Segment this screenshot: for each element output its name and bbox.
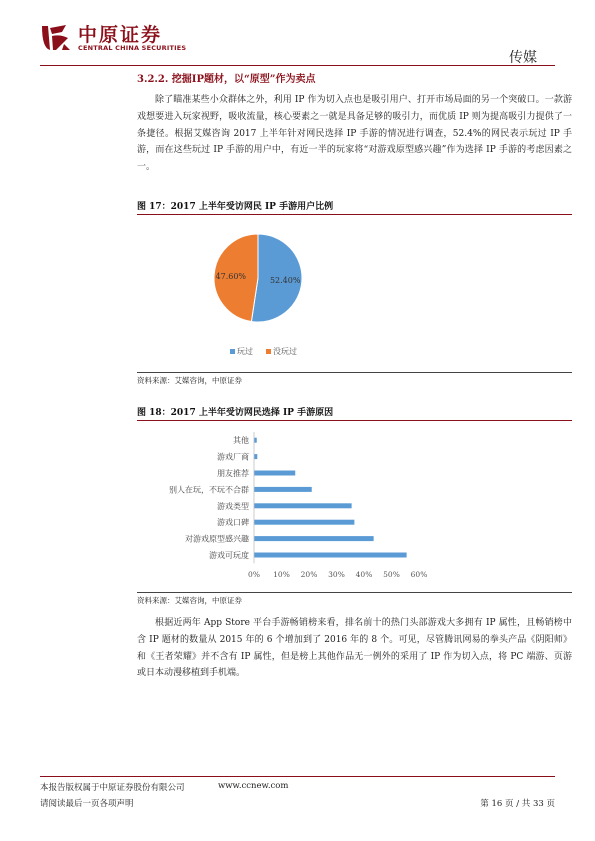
footer-copyright: 本报告版权属于中原证券股份有限公司 <box>40 783 185 793</box>
bar-category-label-4: 别人在玩，不玩不合群 <box>169 485 249 495</box>
paragraph-2: 根据近两年 App Store 平台手游畅销榜来看，排名前十的热门头部游戏大多拥有 IP 属性，且畅销榜中含 IP 题材的数量从 2015 年的 6 个增加到了 2016 年的 8 个。可见，尽管腾讯网易的拳头产品《阴阳师》和《王者荣耀》并不含有 IP 属性，但是榜上其他作品无一例外的采用了 IP 作为切入点，将 PC 端游、页游或日本动漫移植到手机端。 <box>137 618 572 679</box>
bar-category-label-5: 朋友推荐 <box>217 469 249 478</box>
figure-17-bottom-rule <box>137 372 572 373</box>
pie-legend-swatch-0 <box>230 349 235 354</box>
bar-x-tick-2: 20% <box>300 570 318 580</box>
bar-7 <box>254 438 257 443</box>
report-category: 传媒 <box>509 50 537 66</box>
bar-x-tick-6: 60% <box>410 570 428 580</box>
bar-x-tick-5: 50% <box>383 570 400 580</box>
bar-x-tick-4: 40% <box>355 570 373 580</box>
bar-x-tick-3: 30% <box>328 570 345 580</box>
figure-17-source: 资料来源：艾媒咨询，中原证券 <box>137 376 242 385</box>
bar-category-label-2: 游戏口碑 <box>217 518 249 528</box>
bar-category-label-7: 其他 <box>233 436 249 446</box>
pie-chart <box>200 228 400 368</box>
bar-chart <box>137 428 572 590</box>
footer-divider <box>40 776 555 777</box>
figure-18-bottom-rule <box>137 592 572 593</box>
bar-category-label-6: 游戏厂商 <box>217 452 249 462</box>
figure-17-top-rule <box>137 214 572 215</box>
company-name-cn: 中原证券 <box>78 24 163 46</box>
figure-18-top-rule <box>137 420 572 421</box>
header-divider <box>40 65 555 66</box>
bar-category-label-1: 对游戏原型感兴趣 <box>185 534 249 544</box>
section-title: 3.2.2. 挖掘IP题材，以“原型”作为卖点 <box>137 74 316 85</box>
bar-2 <box>254 520 354 525</box>
pie-legend-label-1: 没玩过 <box>273 347 297 356</box>
bar-5 <box>254 471 295 476</box>
bar-6 <box>254 454 257 459</box>
paragraph-1: 除了瞄准某些小众群体之外，利用 IP 作为切入点也是吸引用户、打开市场局面的另一个突破口。一款游戏想要进入玩家视野，吸收流量，核心要素之一就是具备足够的吸引力，而优质 IP 则为提高吸引力提供了一条捷径。根据艾媒咨询 2017 上半年针对网民选择 IP 手游的情况进行调查，52.4%的网民表示玩过 IP 手游，而在这些玩过 IP 手游的用户中，有近一半的玩家将“对游戏原型感兴趣”作为选择 IP 手游的考虑因素之一。 <box>137 95 572 173</box>
bar-0 <box>254 553 407 558</box>
company-name-en: CENTRAL CHINA SECURITIES <box>78 44 187 52</box>
footer-disclaimer: 请阅读最后一页各项声明 <box>40 799 134 809</box>
company-logo-icon <box>38 22 72 52</box>
pie-value-label-1: 47.60% <box>215 271 247 281</box>
pie-legend-label-0: 玩过 <box>237 347 253 356</box>
pie-value-label-0: 52.40% <box>269 276 301 286</box>
bar-x-tick-1: 10% <box>273 570 290 580</box>
figure-18-title: 图 18：2017 上半年受访网民选择 IP 手游原因 <box>137 408 334 418</box>
figure-18-source: 资料来源：艾媒咨询，中原证券 <box>137 596 242 605</box>
pie-legend-swatch-1 <box>266 349 271 354</box>
bar-4 <box>254 487 312 492</box>
footer-page-number: 第 16 页 / 共 33 页 <box>480 799 555 809</box>
footer-website-link[interactable]: www.ccnew.com <box>218 781 289 791</box>
bar-category-label-0: 游戏可玩度 <box>209 551 249 560</box>
bar-category-label-3: 游戏类型 <box>217 501 249 511</box>
figure-17-title: 图 17：2017 上半年受访网民 IP 手游用户比例 <box>137 202 334 212</box>
bar-3 <box>254 503 352 508</box>
bar-x-tick-0: 0% <box>248 570 260 580</box>
bar-1 <box>254 536 374 541</box>
